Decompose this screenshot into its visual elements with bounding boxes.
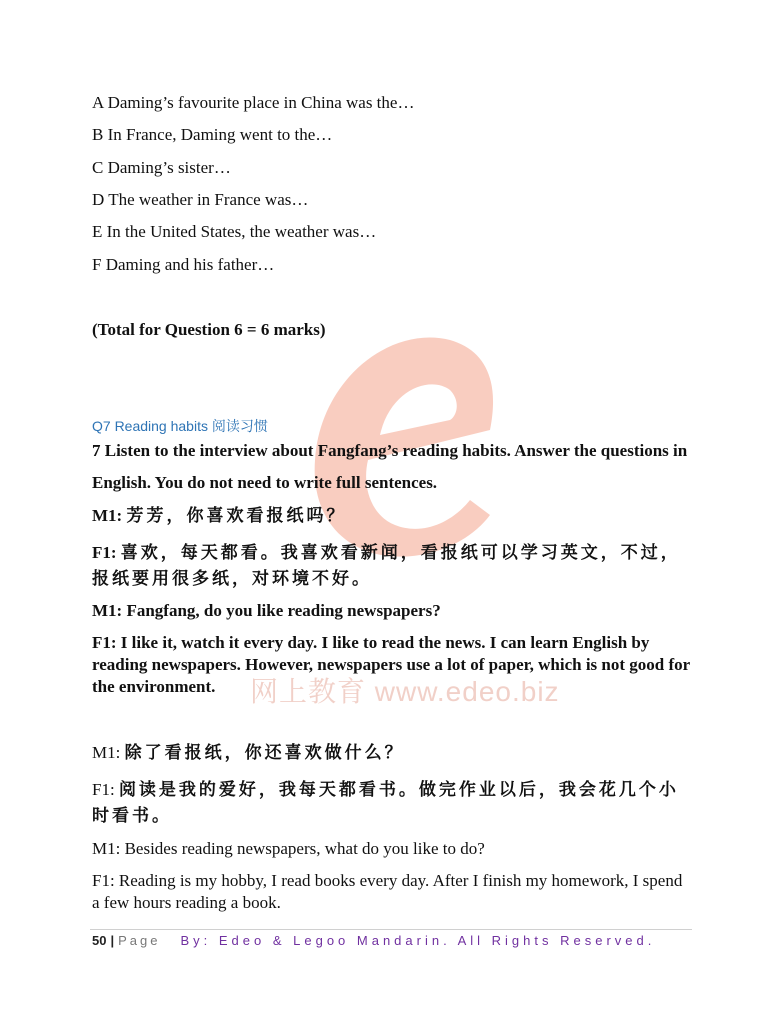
speaker-label: M1: xyxy=(92,743,121,762)
q7-instruction-line1: 7 Listen to the interview about Fangfang’s reading habits. Answer the questions in xyxy=(92,441,688,460)
dialogue-m1-zh-2 xyxy=(92,742,692,764)
page-footer xyxy=(92,933,655,948)
dialogue-m1-en-2: M1: Besides reading newspapers, what do you like to do? xyxy=(92,839,485,858)
dialogue-f1-en-1: F1: I like it, watch it every day. I like to read the news. I can learn English by reading newspapers. However, newspapers use a lot of paper, which is not good for the environment. xyxy=(92,633,690,696)
footer-separator: | xyxy=(110,933,115,948)
option-b: B In France, Daming went to the… xyxy=(92,125,333,144)
dialogue-f1-zh-2 xyxy=(92,777,692,829)
dialogue-f1-en-2: F1: Reading is my hobby, I read books every day. After I finish my homework, I spend a few hours reading a book. xyxy=(92,871,683,912)
dialogue-text: 阅读是我的爱好，我每天都看书。做完作业以后，我会花几个小时看书。 xyxy=(92,780,679,826)
option-e: E In the United States, the weather was… xyxy=(92,222,377,241)
dialogue-m1-zh-1 xyxy=(92,505,692,527)
q7-heading: Q7 Reading habits 阅读习惯 xyxy=(92,418,268,434)
option-f: F Daming and his father… xyxy=(92,255,275,274)
total-question-6: (Total for Question 6 = 6 marks) xyxy=(92,320,326,339)
q7-instruction-line2: English. You do not need to write full sentences. xyxy=(92,473,438,492)
page-word: Page xyxy=(118,933,161,948)
dialogue-m1-en-1: M1: Fangfang, do you like reading newspapers? xyxy=(92,601,441,620)
option-c: C Daming’s sister… xyxy=(92,158,231,177)
dialogue-text: 喜欢，每天都看。我喜欢看新闻，看报纸可以学习英文，不过，报纸要用很多纸，对环境不好。 xyxy=(92,543,681,589)
dialogue-f1-zh-1 xyxy=(92,540,692,592)
page-number: 50 xyxy=(92,933,107,948)
watermark-text: 网上教育 www.edeo.biz xyxy=(250,676,560,707)
dialogue-text: 除了看报纸，你还喜欢做什么？ xyxy=(124,743,405,763)
option-a: A Daming’s favourite place in China was the… xyxy=(92,93,415,112)
footer-credit: By: Edeo & Legoo Mandarin. All Rights Reserved. xyxy=(180,933,656,948)
footer-divider xyxy=(90,929,692,930)
speaker-label: F1: xyxy=(92,780,115,799)
dialogue-text: 芳芳，你喜欢看报纸吗？ xyxy=(126,506,347,526)
speaker-label: M1: xyxy=(92,506,123,525)
speaker-label: F1: xyxy=(92,543,117,562)
option-d: D The weather in France was… xyxy=(92,190,309,209)
